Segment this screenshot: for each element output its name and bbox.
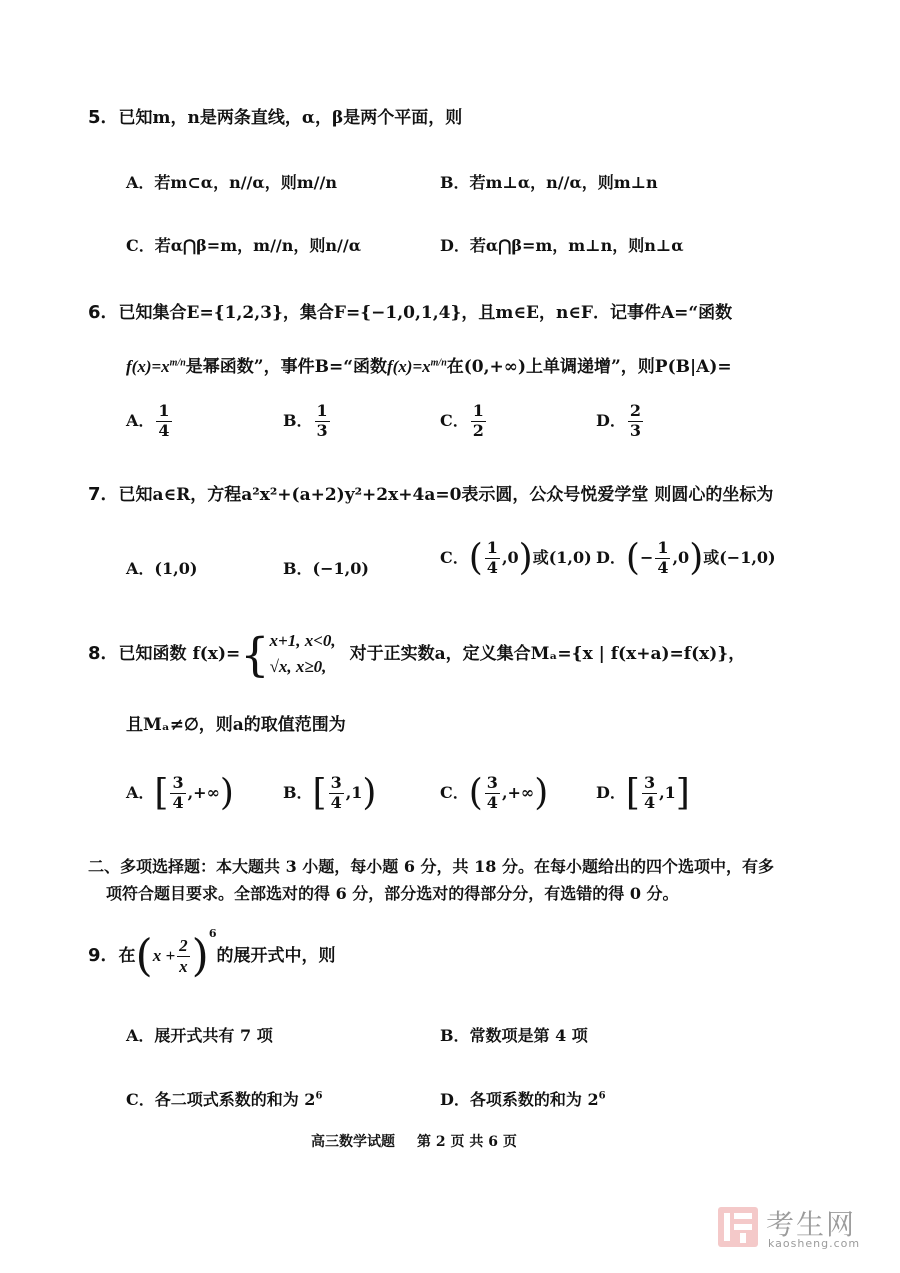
option-text: D．各项系数的和为 2 — [440, 1090, 599, 1109]
question-text: 的展开式中，则 — [216, 946, 336, 966]
q7-option-a — [126, 556, 197, 579]
question-text: 在(0,+∞)上单调递增”，则P(B|A)= — [446, 357, 732, 377]
option-alt: 或(−1,0) — [703, 547, 776, 567]
kaosheng-logo-icon — [716, 1205, 760, 1249]
section-2-instructions: 项符合题目要求。全部选对的得 6 分，部分选对的得部分分，有选错的得 0 分。 — [106, 884, 679, 903]
question-number: 7． — [88, 484, 119, 505]
option-alt: 或(1,0) — [532, 547, 592, 567]
question-8-line2: 且Mₐ≠∅，则a的取值范围为 — [126, 715, 346, 735]
exponent: m/n — [430, 357, 447, 369]
case-2: √x, x≥0, — [269, 657, 327, 677]
page-footer — [311, 1131, 517, 1151]
question-5-stem — [88, 103, 462, 129]
bracket-open: ( — [468, 772, 483, 814]
q8-option-c — [440, 772, 549, 814]
question-text: 在 — [118, 946, 136, 966]
question-text: 已知m，n是两条直线，α，β是两个平面，则 — [118, 108, 463, 128]
watermark-brand: 考生网 — [766, 1208, 857, 1241]
bracket-open: [ — [625, 772, 640, 814]
question-number: 8． — [88, 642, 119, 664]
option-tail: ,+∞ — [501, 782, 535, 802]
q9-option-b: B．常数项是第 4 项 — [440, 1026, 588, 1045]
question-text: 已知a∈R，方程a²x²+(a+2)y²+2x+4a=0表示圆，公众号悦爱学堂 则圆心的坐标为 — [118, 485, 774, 505]
q9-option-c — [126, 1087, 322, 1110]
denominator: 3 — [316, 420, 328, 440]
fraction — [471, 403, 486, 440]
fraction — [170, 775, 185, 812]
q6-option-a — [126, 403, 174, 440]
numerator: 2 — [179, 936, 188, 956]
option-label: D． — [596, 547, 626, 567]
option-label: A． — [126, 559, 155, 578]
q8-option-a — [126, 772, 234, 814]
question-6-stem — [88, 298, 732, 324]
fraction — [485, 775, 500, 812]
fraction — [315, 403, 330, 440]
q5-option-b: B．若m⊥α，n//α，则m⊥n — [440, 173, 658, 192]
question-9-stem: 9．在(x + $\frac{2}{x}$ )$^6$的展开式中，则 — [88, 927, 336, 982]
question-text: 是幂函数”，事件B=“函数 — [185, 357, 387, 377]
option-tail: ,0 — [501, 547, 519, 567]
denominator: 2 — [472, 420, 484, 440]
numerator: 1 — [486, 538, 498, 557]
denominator: 4 — [486, 557, 498, 577]
piecewise-cases — [270, 628, 336, 681]
option-tail: ,0 — [672, 547, 690, 567]
q5-option-c: C．若α⋂β=m，m//n，则n//α — [126, 236, 362, 255]
denominator: 3 — [629, 420, 642, 440]
footer-subject: 高三数学试题 — [311, 1134, 395, 1150]
function-expr: f(x)=x — [386, 357, 431, 376]
numerator: 1 — [472, 401, 484, 420]
q7-option-d: D．(− $\frac{1}{4}$ ,0)或(−1,0) — [596, 537, 776, 579]
option-tail: ,1 — [345, 782, 363, 802]
question-text: 已知集合E={1,2,3}，集合F={−1,0,1,4}，且m∈E，n∈F．记事件A=“函数 — [118, 303, 733, 323]
q7-option-c: C．( $\frac{1}{4}$ ,0)或(1,0) — [440, 537, 592, 579]
option-label: B． — [283, 410, 313, 430]
denominator: 4 — [643, 792, 656, 812]
question-text: 对于正实数a，定义集合Mₐ={x | f(x+a)=f(x)}， — [349, 643, 746, 664]
fraction — [485, 540, 500, 577]
option-label: D． — [596, 782, 626, 802]
option-label: C． — [440, 410, 469, 430]
exponent: 6 — [208, 927, 217, 940]
numerator: 3 — [330, 773, 342, 792]
fraction — [156, 403, 171, 440]
numerator: 3 — [486, 773, 498, 792]
option-tail: ,1 — [659, 782, 676, 802]
q6-option-c — [440, 403, 488, 440]
denominator: 4 — [330, 792, 342, 812]
option-label: B． — [283, 559, 313, 578]
fraction — [642, 775, 657, 812]
bracket-open: [ — [312, 772, 327, 814]
question-number: 6． — [88, 302, 119, 323]
q9-option-a: A．展开式共有 7 项 — [126, 1026, 273, 1045]
fraction — [628, 403, 643, 440]
option-label: A． — [126, 410, 155, 430]
denominator: 4 — [158, 420, 170, 440]
question-7-stem — [88, 480, 773, 506]
fraction — [177, 937, 190, 976]
q5-option-a: A．若m⊂α，n//α，则m//n — [126, 173, 337, 192]
question-number: 9． — [88, 945, 119, 966]
function-expr: f(x)=x — [126, 357, 170, 376]
q6-option-d — [596, 403, 645, 440]
option-label: D． — [596, 410, 626, 430]
exponent: 6 — [598, 1090, 606, 1102]
option-label: C． — [440, 547, 469, 567]
watermark-logo — [716, 1203, 876, 1253]
denominator: 4 — [172, 792, 184, 812]
minus-sign: − — [639, 547, 654, 567]
bracket-close: ) — [534, 772, 549, 814]
question-6-line2 — [126, 352, 732, 377]
numerator: 1 — [657, 538, 669, 557]
q9-option-d — [440, 1087, 606, 1110]
exponent: m/n — [169, 357, 186, 369]
option-value: (−1,0) — [312, 559, 369, 578]
footer-page-number: 第 2 页 共 6 页 — [417, 1134, 517, 1150]
q6-option-b — [283, 403, 332, 440]
denominator: x — [179, 957, 188, 976]
watermark-url: kaosheng.com — [768, 1237, 861, 1250]
option-label: B． — [283, 782, 313, 802]
option-label: A． — [126, 782, 155, 802]
exponent: 6 — [315, 1090, 323, 1102]
question-8-stem: 8．已知函数 f(x)={ x+1, x<0, √x, x≥0, 对于正实数a，定义集合Mₐ={x | f(x+a)=f(x)}， — [88, 627, 746, 682]
binomial-term: x + — [152, 946, 176, 965]
option-value: (1,0) — [154, 559, 198, 578]
q5-option-d: D．若α⋂β=m，m⊥n，则n⊥α — [440, 236, 684, 255]
q7-option-b — [283, 556, 369, 579]
fraction — [329, 775, 344, 812]
bracket-close: ) — [219, 772, 234, 814]
question-text: 已知函数 f(x)= — [118, 643, 241, 664]
bracket-close: ] — [675, 772, 690, 814]
numerator: 2 — [629, 401, 642, 420]
numerator: 1 — [158, 401, 170, 420]
numerator: 3 — [643, 773, 656, 792]
numerator: 3 — [172, 773, 184, 792]
case-1: x+1, x<0, — [269, 631, 336, 650]
bracket-open: [ — [154, 772, 169, 814]
fraction — [655, 540, 670, 577]
bracket-close: ) — [362, 772, 377, 814]
denominator: 4 — [486, 792, 498, 812]
q8-option-d — [596, 772, 690, 814]
q8-option-b — [283, 772, 377, 814]
denominator: 4 — [657, 557, 669, 577]
section-2-heading: 二、多项选择题：本大题共 3 小题，每小题 6 分，共 18 分。在每小题给出的四个选项中，有多 — [88, 857, 774, 876]
numerator: 1 — [316, 401, 328, 420]
option-label: C． — [440, 782, 469, 802]
question-number: 5． — [88, 107, 119, 128]
option-text: C．各二项式系数的和为 2 — [126, 1090, 316, 1109]
option-tail: ,+∞ — [187, 782, 220, 802]
